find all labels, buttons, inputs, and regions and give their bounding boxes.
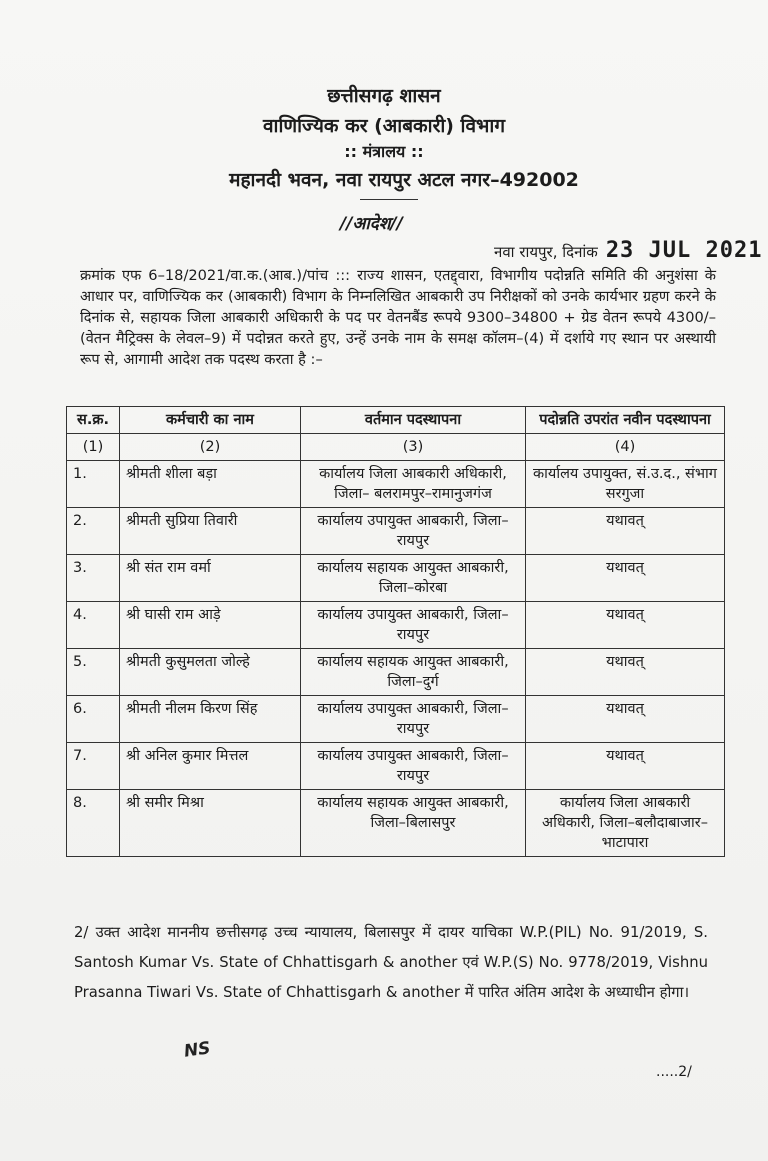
row-current-posting: कार्यालय जिला आबकारी अधिकारी, जिला– बलरामपुर–रामानुजगंज — [301, 461, 526, 508]
header-government: छत्तीसगढ़ शासन — [327, 85, 441, 107]
place-date — [494, 238, 763, 263]
table-row — [67, 555, 725, 602]
table-row — [67, 649, 725, 696]
table-row — [67, 461, 725, 508]
table-row — [67, 696, 725, 743]
table-row — [67, 743, 725, 790]
table-row — [67, 508, 725, 555]
header-ministry: :: मंत्रालय :: — [344, 142, 424, 161]
row-new-posting: कार्यालय उपायुक्त, सं.उ.द., संभाग सरगुजा — [526, 461, 725, 508]
row-new-posting: यथावत् — [526, 555, 725, 602]
promotion-table — [66, 406, 725, 857]
table-column-number-row — [67, 434, 725, 461]
row-current-posting: कार्यालय उपायुक्त आबकारी, जिला–रायपुर — [301, 743, 526, 790]
header-serial: स.क्र. — [67, 407, 120, 434]
row-name: श्रीमती शीला बड़ा — [120, 461, 301, 508]
row-current-posting: कार्यालय सहायक आयुक्त आबकारी, जिला–दुर्ग — [301, 649, 526, 696]
row-current-posting: कार्यालय उपायुक्त आबकारी, जिला–रायपुर — [301, 602, 526, 649]
row-name: श्री अनिल कुमार मित्तल — [120, 743, 301, 790]
court-order-paragraph: 2/ उक्त आदेश माननीय छत्तीसगढ़ उच्च न्यायालय, बिलासपुर में दायर याचिका W.P.(PIL) No. 91/2019, S. Santosh Kumar Vs. State of Chhattisgarh & another एवं W.P.(S) No. 9778/2019, Vishnu Prasanna Tiwari Vs. State of Chhattisgarh & another में पारित अंतिम आदेश के अध्याधीन होगा। — [74, 924, 708, 1001]
row-new-posting: यथावत् — [526, 743, 725, 790]
order-paragraph: क्रमांक एफ 6–18/2021/वा.क.(आब.)/पांच ::: राज्य शासन, एतद्द्वारा, विभागीय पदोन्नति समिति की अनुशंसा के आधार पर, वाणिज्यिक कर (आबकारी) विभाग के निम्नलिखित आबकारी उप निरीक्षकों को उनके कार्यभार ग्रहण करने के दिनांक से, सहायक जिला आबकारी अधिकारी के पद पर वेतनबैंड रूपये 9300–34800 + ग्रेड वेतन रूपये 4300/– (वेतन मैट्रिक्स के लेवल–9) में पदोन्नत करते हुए, उन्हें उनके नाम के समक्ष कॉलम–(4) में दर्शाये गए स्थान पर अस्थायी रूप से, आगामी आदेश तक पदस्थ करता है :– — [80, 267, 716, 368]
row-name: श्रीमती सुप्रिया तिवारी — [120, 508, 301, 555]
row-name: श्रीमती नीलम किरण सिंह — [120, 696, 301, 743]
header-name: कर्मचारी का नाम — [120, 407, 301, 434]
table-row — [67, 790, 725, 857]
row-serial: 5. — [67, 649, 120, 696]
header-new-posting: पदोन्नति उपरांत नवीन पदस्थापना — [526, 407, 725, 434]
row-current-posting: कार्यालय उपायुक्त आबकारी, जिला–रायपुर — [301, 508, 526, 555]
header-address: महानदी भवन, नवा रायपुर अटल नगर–492002 — [229, 169, 579, 191]
row-new-posting: यथावत् — [526, 602, 725, 649]
row-serial: 6. — [67, 696, 120, 743]
row-new-posting: कार्यालय जिला आबकारी अधिकारी, जिला–बलौदाबाजार–भाटापारा — [526, 790, 725, 857]
initials-signature: NS — [182, 1038, 212, 1062]
col-number: (3) — [301, 434, 526, 461]
row-new-posting: यथावत् — [526, 508, 725, 555]
col-number: (1) — [67, 434, 120, 461]
page-number: .....2/ — [656, 1064, 692, 1080]
row-serial: 1. — [67, 461, 120, 508]
col-number: (2) — [120, 434, 301, 461]
row-new-posting: यथावत् — [526, 696, 725, 743]
row-name: श्रीमती कुसुमलता जोल्हे — [120, 649, 301, 696]
row-serial: 2. — [67, 508, 120, 555]
header-current-posting: वर्तमान पदस्थापना — [301, 407, 526, 434]
row-current-posting: कार्यालय सहायक आयुक्त आबकारी, जिला–कोरबा — [301, 555, 526, 602]
row-serial: 8. — [67, 790, 120, 857]
place-label: नवा रायपुर, दिनांक — [494, 243, 598, 261]
row-serial: 4. — [67, 602, 120, 649]
row-serial: 7. — [67, 743, 120, 790]
row-current-posting: कार्यालय सहायक आयुक्त आबकारी, जिला–बिलासपुर — [301, 790, 526, 857]
row-current-posting: कार्यालय उपायुक्त आबकारी, जिला–रायपुर — [301, 696, 526, 743]
date-stamp: 23 JUL 2021 — [605, 238, 763, 263]
col-number: (4) — [526, 434, 725, 461]
table-header-row — [67, 407, 725, 434]
row-name: श्री समीर मिश्रा — [120, 790, 301, 857]
header-department: वाणिज्यिक कर (आबकारी) विभाग — [262, 115, 506, 137]
order-title: //आदेश// — [340, 214, 403, 234]
row-new-posting: यथावत् — [526, 649, 725, 696]
header-divider — [360, 199, 418, 200]
row-name: श्री घासी राम आड़े — [120, 602, 301, 649]
row-serial: 3. — [67, 555, 120, 602]
table-row — [67, 602, 725, 649]
row-name: श्री संत राम वर्मा — [120, 555, 301, 602]
